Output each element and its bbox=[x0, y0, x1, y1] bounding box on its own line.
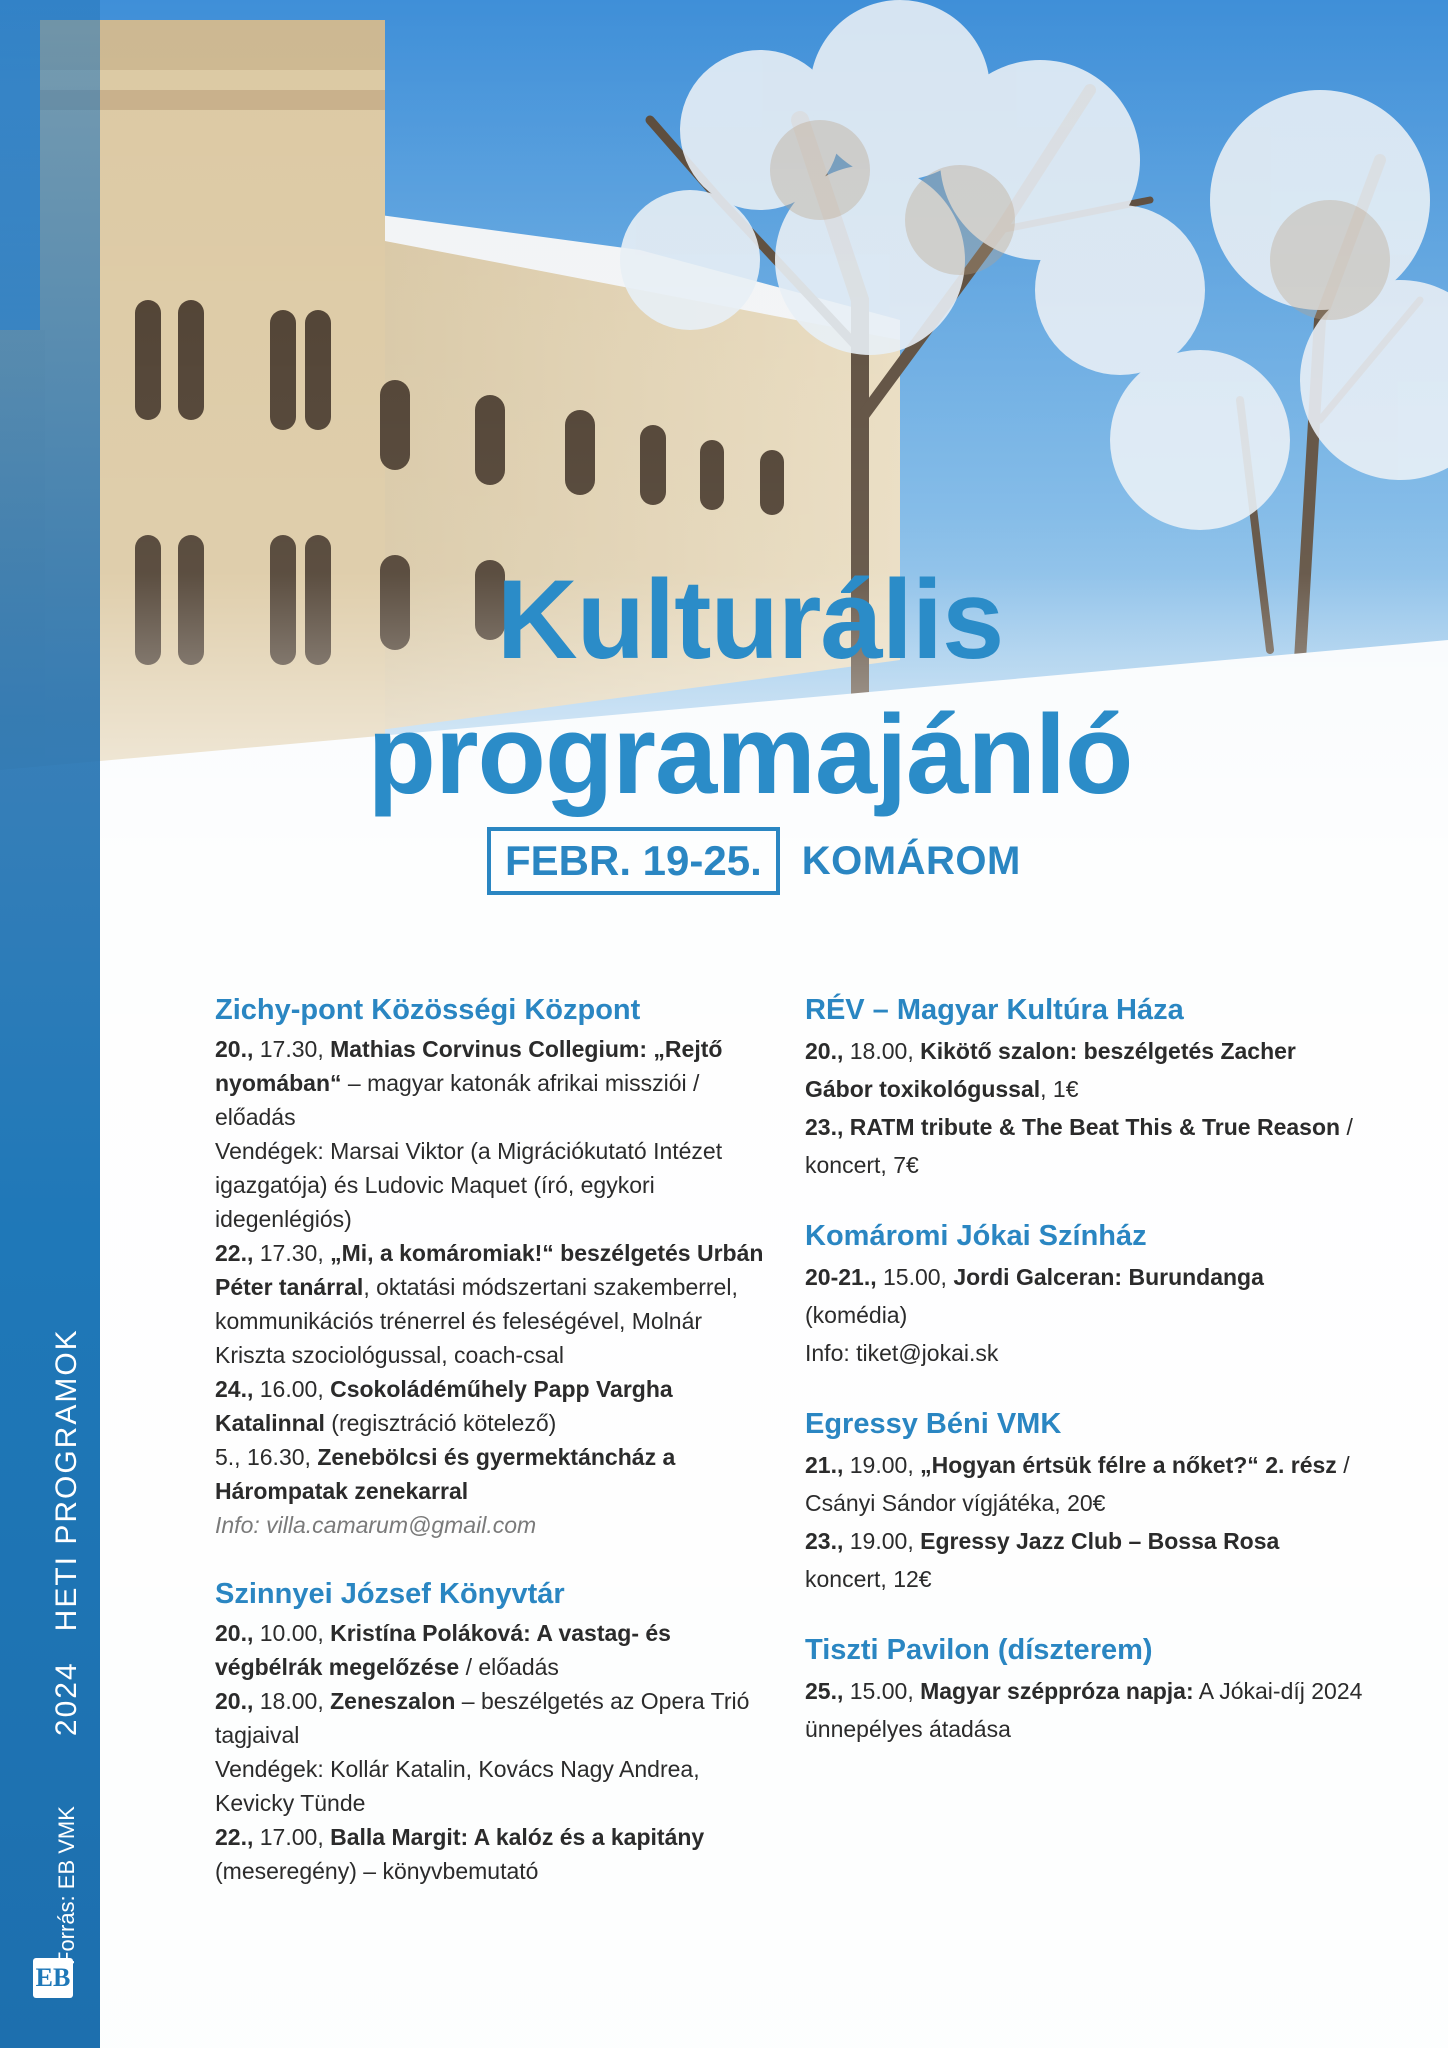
event-title: Jordi Galceran: Burundanga bbox=[953, 1264, 1264, 1290]
event-title: „Hogyan értsük félre a nőket?“ 2. rész bbox=[920, 1452, 1337, 1478]
event-date: 23., bbox=[805, 1528, 844, 1554]
event-detail: / előadás bbox=[459, 1654, 559, 1680]
side-year: 2024 bbox=[50, 1661, 83, 1737]
event-detail: , 1€ bbox=[1040, 1076, 1079, 1102]
event-title: Zenebölcsi és gyermektáncház a Hárompatak zenekarral bbox=[215, 1444, 676, 1504]
eb-logo: EB bbox=[33, 1958, 73, 1998]
subtitle bbox=[487, 827, 1021, 895]
event-date: 23., bbox=[805, 1114, 844, 1140]
event-item bbox=[215, 1616, 775, 1684]
event-date: 22., bbox=[215, 1240, 254, 1266]
venue-heading: Tiszti Pavilon (díszterem) bbox=[805, 1634, 1153, 1666]
event-item bbox=[805, 1032, 1365, 1108]
venue-heading: RÉV – Magyar Kultúra Háza bbox=[805, 994, 1184, 1026]
event-title: Mathias Corvinus Collegium: „Rejtő nyomában“ bbox=[215, 1036, 723, 1096]
event-time: 17.30, bbox=[253, 1036, 331, 1062]
title-line-1: Kulturális bbox=[496, 557, 1004, 682]
left-column bbox=[215, 990, 775, 1888]
event-item bbox=[805, 1672, 1365, 1748]
event-guests: Vendégek: Kollár Katalin, Kovács Nagy Andrea, Kevicky Tünde bbox=[215, 1756, 700, 1816]
event-date: 25., bbox=[805, 1678, 844, 1704]
event-title: Balla Margit: A kalóz és a kapitány bbox=[330, 1824, 705, 1850]
venue-heading: Zichy-pont Közösségi Központ bbox=[215, 994, 641, 1026]
event-detail: – beszélgetés az Opera Trió tagjaival bbox=[215, 1688, 750, 1748]
venue-heading: Komáromi Jókai Színház bbox=[805, 1220, 1147, 1252]
event-title: Egressy Jazz Club – Bossa Rosa bbox=[920, 1528, 1280, 1554]
event-detail: / koncert, 7€ bbox=[805, 1114, 1353, 1178]
event-title: RATM tribute & The Beat This & True Reason bbox=[843, 1114, 1341, 1140]
event-item bbox=[805, 1446, 1365, 1522]
side-label: HETI PROGRAMOK bbox=[50, 1328, 83, 1632]
event-date: 5., bbox=[215, 1444, 241, 1470]
venue-heading: Szinnyei József Könyvtár bbox=[215, 1578, 565, 1610]
event-date: 20-21., bbox=[805, 1264, 877, 1290]
event-date: 20., bbox=[215, 1688, 254, 1714]
event-time: 17.30, bbox=[253, 1240, 331, 1266]
event-item bbox=[805, 1522, 1365, 1598]
event-date: 20., bbox=[215, 1620, 254, 1646]
event-time: 19.00, bbox=[843, 1528, 921, 1554]
event-title: Csokoládéműhely Papp Vargha Katalinnal bbox=[215, 1376, 673, 1436]
venue-heading: Egressy Béni VMK bbox=[805, 1408, 1062, 1440]
event-detail: / Csányi Sándor vígjátéka, 20€ bbox=[805, 1452, 1350, 1516]
event-date: 22., bbox=[215, 1824, 254, 1850]
contact-email[interactable]: Info: villa.camarum@gmail.com bbox=[215, 1512, 537, 1538]
event-time: 15.00, bbox=[843, 1678, 921, 1704]
right-column bbox=[805, 990, 1365, 1748]
event-item bbox=[215, 1820, 775, 1888]
side-text bbox=[50, 1328, 84, 1965]
event-item bbox=[215, 1440, 775, 1508]
event-detail: (regisztráció kötelező) bbox=[324, 1410, 557, 1436]
source-credit: Forrás: EB VMK bbox=[54, 1806, 79, 1965]
event-item bbox=[215, 1684, 775, 1752]
event-date: 21., bbox=[805, 1452, 844, 1478]
event-time: 18.00, bbox=[253, 1688, 331, 1714]
event-title: Magyar széppróza napja: bbox=[920, 1678, 1194, 1704]
event-detail: – magyar katonák afrikai missziói / előadás bbox=[215, 1070, 700, 1130]
event-detail: A Jókai-díj 2024 ünnepélyes átadása bbox=[805, 1678, 1363, 1742]
contact-email[interactable]: Info: tiket@jokai.sk bbox=[805, 1340, 999, 1366]
event-time: 19.00, bbox=[843, 1452, 921, 1478]
event-detail: (meseregény) – könyvbemutató bbox=[215, 1858, 539, 1884]
event-item bbox=[805, 1108, 1365, 1184]
event-title: Kikötő szalon: beszélgetés Zacher Gábor toxikológussal bbox=[805, 1038, 1296, 1102]
event-guests: Vendégek: Marsai Viktor (a Migrációkutató Intézet igazgatója) és Ludovic Maquet (író, egykori idegenlégiós) bbox=[215, 1138, 723, 1232]
event-detail: koncert, 12€ bbox=[805, 1566, 932, 1592]
event-time: 16.30, bbox=[240, 1444, 318, 1470]
event-title: Kristína Poláková: A vastag- és végbélrák megelőzése bbox=[215, 1620, 671, 1680]
event-item bbox=[805, 1258, 1365, 1334]
event-detail: , oktatási módszertani szakemberrel, kommunikációs trénerrel és feleségével, Molnár Kriszta szociológussal, coach-csal bbox=[215, 1274, 738, 1368]
event-time: 15.00, bbox=[876, 1264, 954, 1290]
event-time: 18.00, bbox=[843, 1038, 921, 1064]
event-time: 17.00, bbox=[253, 1824, 331, 1850]
event-item bbox=[215, 1372, 775, 1440]
event-date: 20., bbox=[215, 1036, 254, 1062]
event-time: 10.00, bbox=[253, 1620, 331, 1646]
event-title: Zeneszalon bbox=[330, 1688, 456, 1714]
event-title: „Mi, a komáromiak!“ beszélgetés Urbán Péter tanárral bbox=[215, 1240, 764, 1300]
title-line-2: programajánló bbox=[367, 692, 1133, 817]
event-date: 20., bbox=[805, 1038, 844, 1064]
event-item bbox=[215, 1032, 775, 1134]
event-time: 16.00, bbox=[253, 1376, 331, 1402]
event-detail: (komédia) bbox=[805, 1302, 908, 1328]
event-item bbox=[215, 1236, 775, 1372]
event-date: 24., bbox=[215, 1376, 254, 1402]
date-range: FEBR. 19-25. bbox=[487, 827, 780, 895]
city: KOMÁROM bbox=[801, 838, 1021, 883]
